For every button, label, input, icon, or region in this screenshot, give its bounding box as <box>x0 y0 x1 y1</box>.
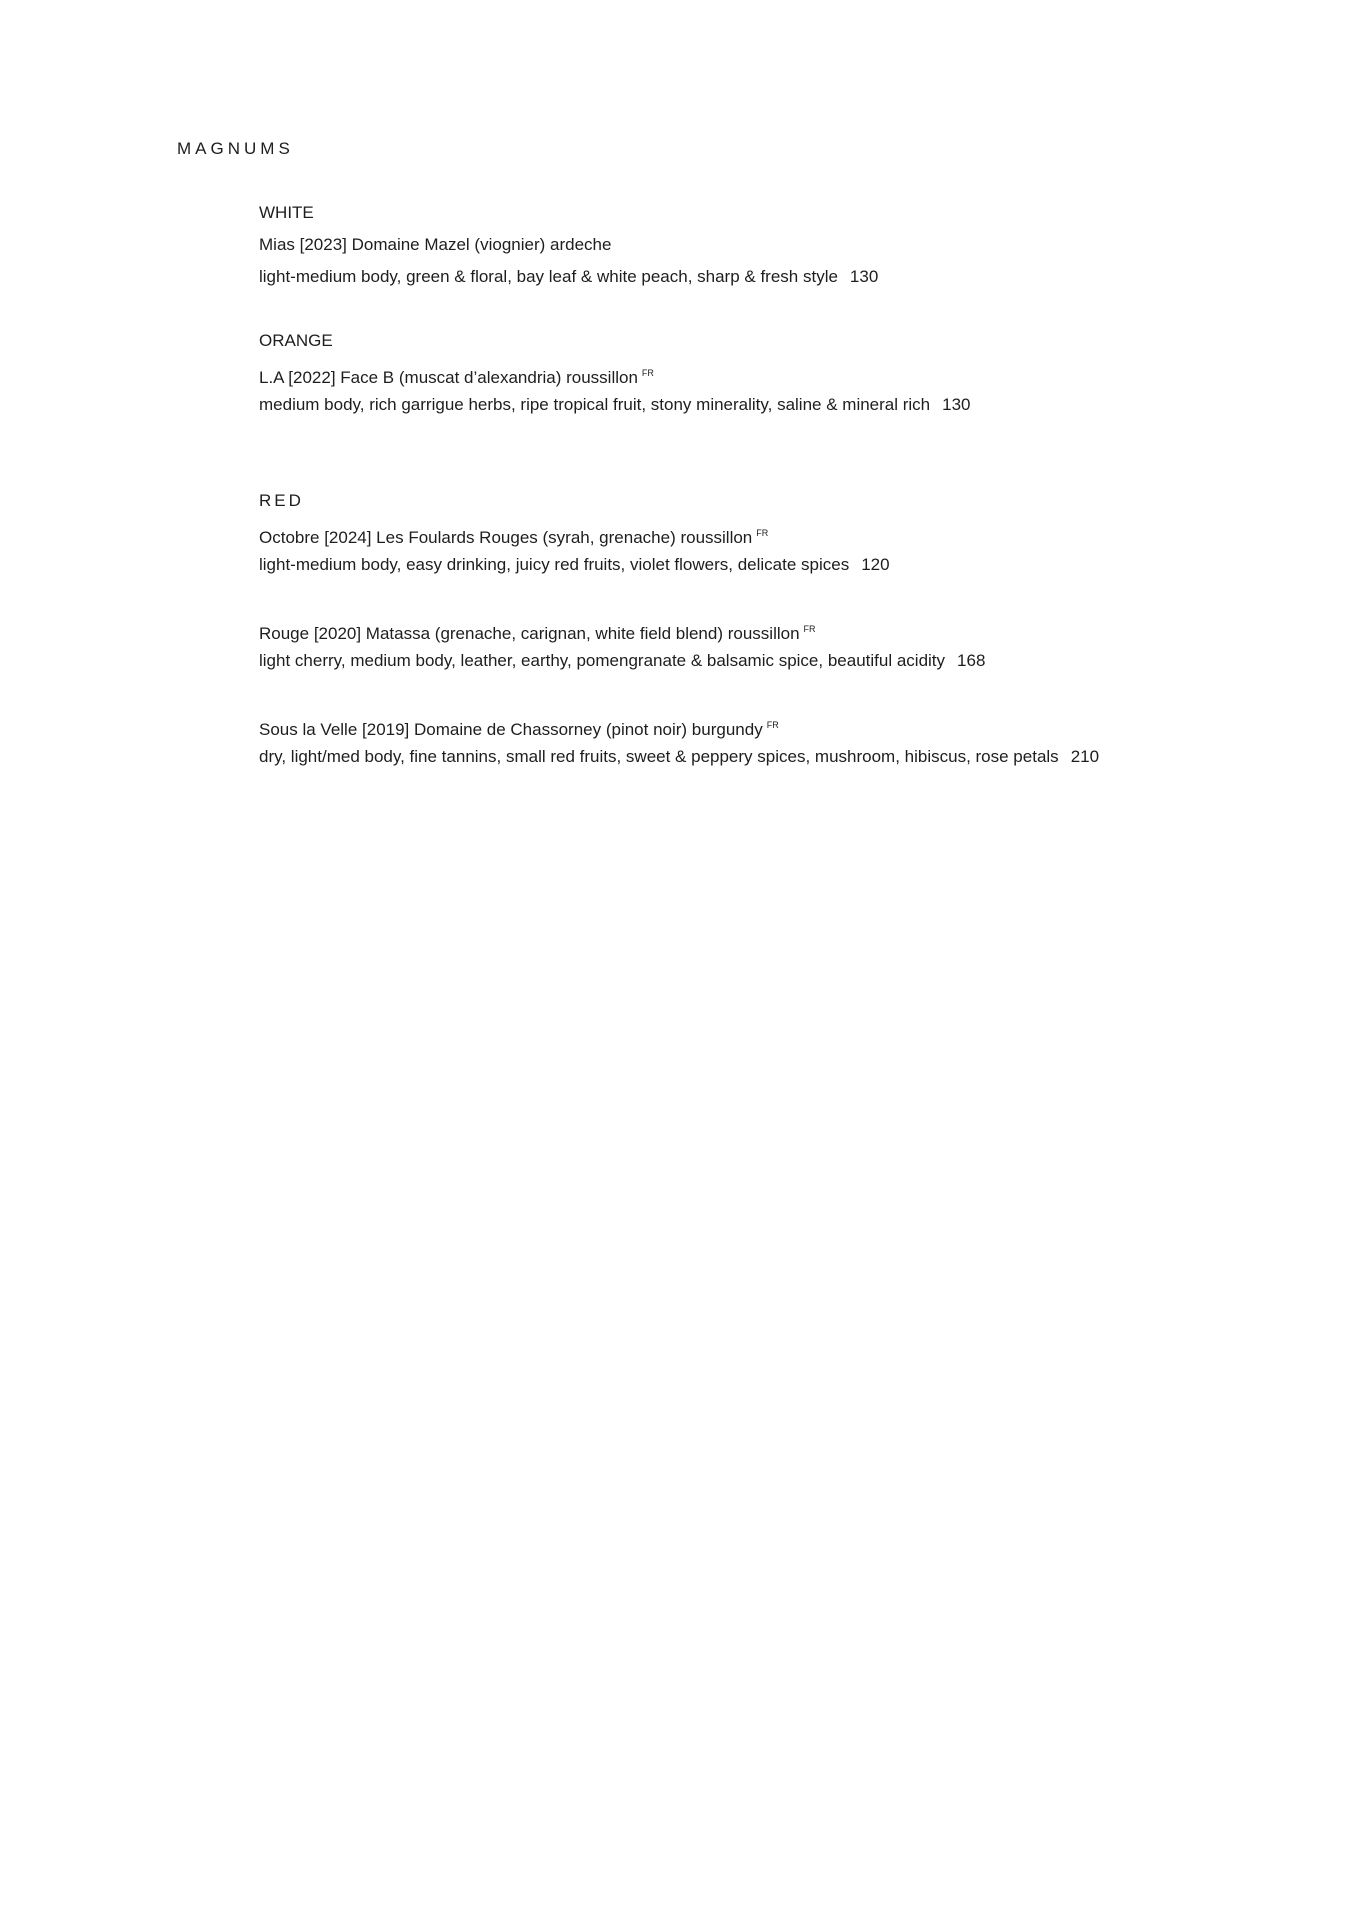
wine-notes <box>259 554 890 576</box>
wine-name <box>259 234 611 256</box>
section-heading-red: RED <box>259 491 304 510</box>
wine-notes <box>259 650 985 672</box>
wine-name-text: Sous la Velle [2019] Domaine de Chassorney (pinot noir) burgundy <box>259 720 763 739</box>
wine-notes <box>259 746 1099 768</box>
origin-superscript: FR <box>756 528 769 538</box>
page-title: MAGNUMS <box>177 139 294 158</box>
wine-price: 130 <box>849 267 879 286</box>
wine-notes-text: dry, light/med body, fine tannins, small red fruits, sweet & peppery spices, mushroom, hibiscus, rose petals <box>259 747 1059 766</box>
wine-name <box>259 362 654 389</box>
wine-price: 168 <box>957 651 986 670</box>
wine-notes <box>259 394 971 416</box>
wine-price: 210 <box>1070 747 1100 766</box>
wine-notes-text: light-medium body, green & floral, bay leaf & white peach, sharp & fresh style <box>259 267 838 286</box>
wine-price: 130 <box>942 395 971 414</box>
origin-superscript: FR <box>766 720 779 730</box>
section-heading-orange: ORANGE <box>259 331 333 350</box>
wine-name-text: Mias [2023] Domaine Mazel (viognier) ardeche <box>259 235 612 254</box>
wine-price: 120 <box>861 555 890 574</box>
origin-superscript: FR <box>641 368 654 378</box>
wine-name <box>259 618 816 645</box>
wine-notes-text: light cherry, medium body, leather, earthy, pomengranate & balsamic spice, beautiful acidity <box>259 651 946 670</box>
wine-notes <box>259 266 878 288</box>
wine-name-text: Octobre [2024] Les Foulards Rouges (syrah, grenache) roussillon <box>259 528 753 547</box>
wine-notes-text: light-medium body, easy drinking, juicy red fruits, violet flowers, delicate spices <box>259 555 850 574</box>
wine-name <box>259 714 779 741</box>
wine-name <box>259 522 768 549</box>
wine-name-text: L.A [2022] Face B (muscat d’alexandria) roussillon <box>259 368 638 387</box>
wine-notes-text: medium body, rich garrigue herbs, ripe tropical fruit, stony minerality, saline & mineral rich <box>259 395 931 414</box>
wine-name-text: Rouge [2020] Matassa (grenache, carignan, white field blend) roussillon <box>259 624 800 643</box>
origin-superscript: FR <box>803 624 816 634</box>
section-heading-white: WHITE <box>259 203 314 222</box>
